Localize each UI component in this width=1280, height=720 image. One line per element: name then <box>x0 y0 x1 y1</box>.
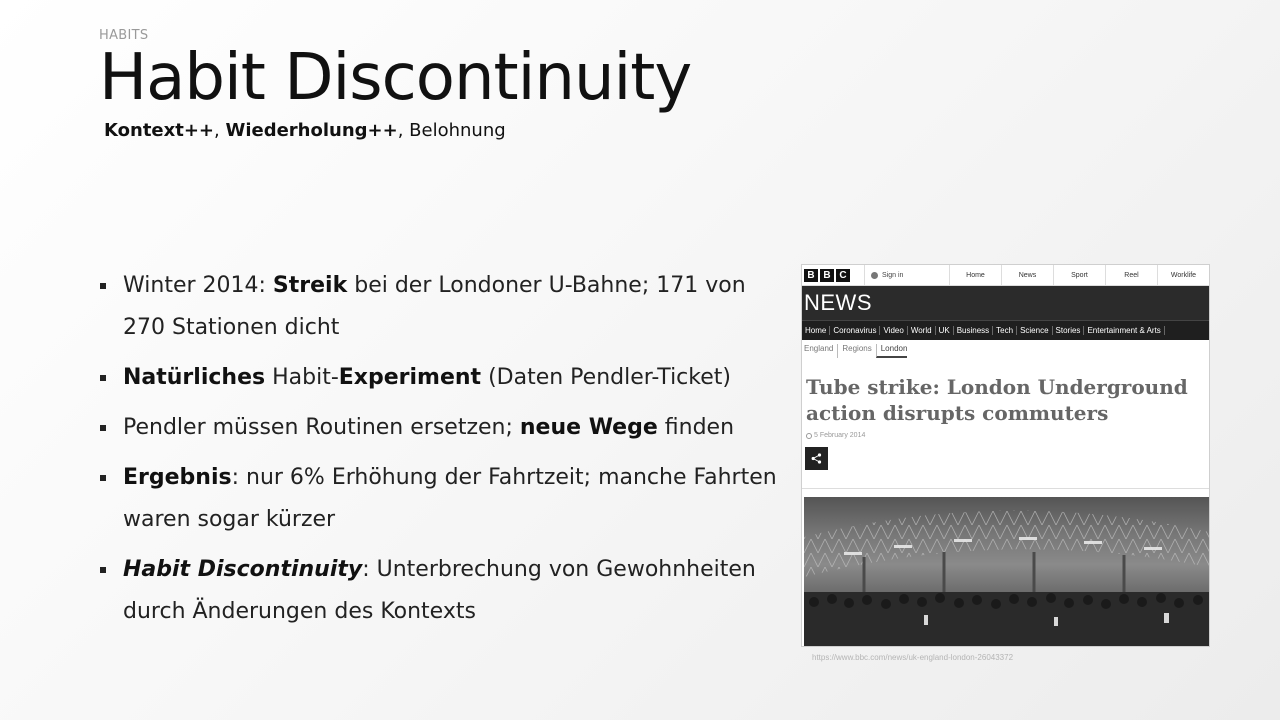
section-nav-item: Home <box>802 326 830 335</box>
bullet-text: : Unterbrechung von Gewohnheiten durch Änderungen des Kontexts <box>123 557 756 624</box>
station-crowd-photo <box>804 497 1209 647</box>
news-brand-bar: NEWS <box>802 286 1209 320</box>
section-kicker: HABITS <box>99 28 149 43</box>
slide-title: Habit Discontinuity <box>99 41 692 115</box>
bullet-text: Winter 2014: <box>123 273 273 298</box>
bullet-emphasis: neue Wege <box>519 415 658 440</box>
bullet-emphasis: Streik <box>272 273 348 298</box>
share-glyph <box>811 453 822 464</box>
bullet-marker <box>100 425 106 431</box>
bullet-marker <box>100 567 106 573</box>
crumb-active: London <box>876 344 908 358</box>
bullet-text: : nur 6% Erhöhung der Fahrtzeit; manche Fahrten waren sogar kürzer <box>123 465 777 532</box>
bullet-emphasis: Experiment <box>338 365 482 390</box>
bullet-text: Pendler müssen Routinen ersetzen; <box>123 415 520 440</box>
bullet-item <box>98 265 778 349</box>
section-nav-item: Business <box>954 326 993 335</box>
subtitle-wiederholung: Wiederholung++ <box>225 120 398 141</box>
logo-letter: B <box>804 269 818 282</box>
subtitle-belohnung: Belohnung <box>409 120 506 141</box>
article-headline: Tube strike: London Underground action disrupts commuters <box>806 375 1188 425</box>
top-nav-item: Sport <box>1053 265 1105 286</box>
signin-label: Sign in <box>882 271 904 279</box>
breadcrumb <box>802 340 1209 358</box>
bullet-text: Habit- <box>265 365 339 390</box>
bbc-news-screenshot <box>801 264 1210 647</box>
subtitle-sep: , <box>214 120 226 141</box>
bullet-marker <box>100 475 106 481</box>
bullet-emphasis: Habit Discontinuity <box>123 557 363 582</box>
bullet-text: (Daten Pendler-Ticket) <box>481 365 731 390</box>
section-nav-item: Entertainment & Arts <box>1084 326 1164 335</box>
section-nav-item: Tech <box>993 326 1017 335</box>
top-nav-item: Worklife <box>1157 265 1209 286</box>
section-nav-item: Coronavirus <box>830 326 880 335</box>
crumb: England <box>804 344 834 353</box>
section-nav-item: Video <box>880 326 907 335</box>
bbc-logo <box>804 269 850 282</box>
bullet-item <box>98 457 778 541</box>
bullet-emphasis: Natürliches <box>123 365 266 390</box>
subtitle-kontext: Kontext++ <box>104 120 215 141</box>
section-nav <box>802 320 1209 340</box>
top-nav-item: Home <box>949 265 1001 286</box>
top-nav <box>949 265 1209 286</box>
article-date <box>802 426 1209 439</box>
bullet-item <box>98 549 778 633</box>
divider <box>802 488 1209 489</box>
share-icon <box>805 447 828 470</box>
bullet-marker <box>100 375 106 381</box>
source-caption: https://www.bbc.com/news/uk-england-london-26043372 <box>812 653 1014 662</box>
date-label: 5 February 2014 <box>814 432 866 439</box>
bullet-marker <box>100 283 106 289</box>
clock-icon <box>806 433 812 439</box>
top-nav-item: Reel <box>1105 265 1157 286</box>
top-nav-item: News <box>1001 265 1053 286</box>
bullet-emphasis: Ergebnis <box>123 465 232 490</box>
logo-letter: C <box>836 269 850 282</box>
section-nav-item: Science <box>1017 326 1052 335</box>
section-nav-item: UK <box>936 326 954 335</box>
bullet-list <box>98 265 778 641</box>
subtitle-sep: , <box>397 120 410 141</box>
photo-illustration <box>804 497 1209 647</box>
logo-letter: B <box>820 269 834 282</box>
bullet-item <box>98 407 778 449</box>
bullet-text: bei der Londoner U-Bahne; 171 von 270 Stationen dicht <box>123 273 746 340</box>
signin-link <box>864 265 948 286</box>
bullet-item <box>98 357 778 399</box>
bullet-text: finden <box>657 415 735 440</box>
section-nav-item: World <box>908 326 936 335</box>
user-icon <box>871 272 878 279</box>
slide-subtitle <box>104 120 506 141</box>
crumb: Regions <box>837 344 871 358</box>
bbc-top-bar <box>802 265 1209 286</box>
section-nav-item: Stories <box>1053 326 1085 335</box>
